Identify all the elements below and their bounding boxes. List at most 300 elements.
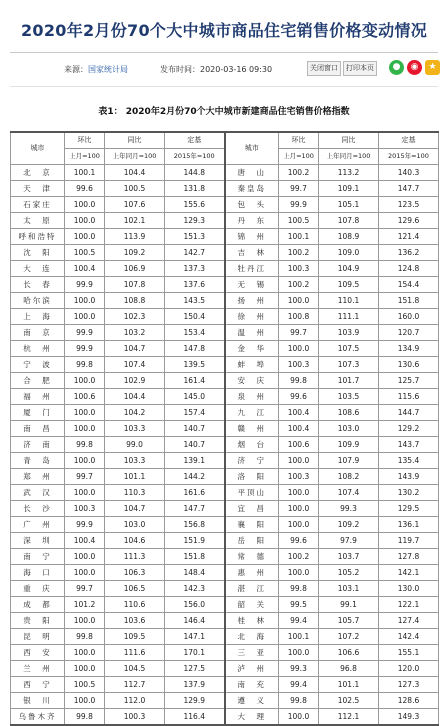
left-mom-cell: 100.5 [65,677,105,693]
source-label: 来源： [64,65,88,74]
right-yoy-cell: 105.7 [319,613,379,629]
right-yoy-cell: 103.9 [319,325,379,341]
right-yoy-cell: 107.4 [319,485,379,501]
right-base-cell: 160.0 [379,309,439,325]
left-base-cell: 157.4 [165,405,225,421]
right-mom-cell: 100.2 [279,165,319,181]
wechat-share-icon[interactable]: ● [389,60,404,75]
right-yoy-cell: 109.5 [319,277,379,293]
left-city-cell: 哈尔滨 [11,293,65,309]
right-mom-cell: 100.3 [279,357,319,373]
subheader-yoy: 上年同月=100 [105,149,165,165]
right-base-cell: 155.1 [379,645,439,661]
left-base-cell: 148.4 [165,565,225,581]
left-mom-cell: 100.0 [65,373,105,389]
right-yoy-cell: 108.9 [319,229,379,245]
left-yoy-cell: 113.9 [105,229,165,245]
favorite-star-icon[interactable]: ★ [425,60,440,75]
left-mom-cell: 100.0 [65,485,105,501]
title-divider [10,52,438,53]
right-base-cell: 121.4 [379,229,439,245]
right-yoy-cell: 101.1 [319,677,379,693]
right-mom-cell: 99.9 [279,197,319,213]
left-base-cell: 156.8 [165,517,225,533]
right-yoy-cell: 112.1 [319,709,379,726]
right-base-cell: 142.4 [379,629,439,645]
right-mom-cell: 100.1 [279,629,319,645]
right-base-cell: 130.2 [379,485,439,501]
table-row [11,437,439,453]
left-yoy-cell: 102.3 [105,309,165,325]
left-yoy-cell: 100.5 [105,181,165,197]
left-city-cell: 西 宁 [11,677,65,693]
left-base-cell: 143.5 [165,293,225,309]
left-yoy-cell: 104.4 [105,165,165,181]
right-base-cell: 142.1 [379,565,439,581]
header-city: 城市 [225,132,279,165]
table-row [11,293,439,309]
left-base-cell: 153.4 [165,325,225,341]
right-mom-cell: 100.4 [279,405,319,421]
left-city-cell: 乌鲁木齐 [11,709,65,726]
right-city-cell: 湛 江 [225,581,279,597]
left-base-cell: 116.4 [165,709,225,726]
right-city-cell: 无 锡 [225,277,279,293]
right-city-cell: 锦 州 [225,229,279,245]
table-row [11,213,439,229]
right-mom-cell: 100.0 [279,453,319,469]
right-base-cell: 129.5 [379,501,439,517]
publish-time-label: 发布时间： [160,65,200,74]
right-base-cell: 127.4 [379,613,439,629]
right-yoy-cell: 110.1 [319,293,379,309]
table-row [11,261,439,277]
table-title: 表1： 2020年2月份70个大中城市新建商品住宅销售价格指数 [98,107,350,117]
left-city-cell: 广 州 [11,517,65,533]
left-yoy-cell: 104.5 [105,661,165,677]
table-row [11,405,439,421]
right-yoy-cell: 102.5 [319,693,379,709]
left-base-cell: 145.0 [165,389,225,405]
subheader-mom: 上月=100 [279,149,319,165]
left-base-cell: 129.3 [165,213,225,229]
right-mom-cell: 99.8 [279,581,319,597]
right-mom-cell: 100.0 [279,485,319,501]
left-yoy-cell: 109.2 [105,245,165,261]
right-city-cell: 岳 阳 [225,533,279,549]
left-city-cell: 西 安 [11,645,65,661]
right-mom-cell: 100.2 [279,245,319,261]
left-base-cell: 142.7 [165,245,225,261]
left-city-cell: 宁 波 [11,357,65,373]
right-base-cell: 135.4 [379,453,439,469]
right-base-cell: 129.6 [379,213,439,229]
right-city-cell: 洛 阳 [225,469,279,485]
right-yoy-cell: 99.3 [319,501,379,517]
table-row [11,693,439,709]
right-city-cell: 大 理 [225,709,279,726]
header-mom: 环比 [65,132,105,149]
left-base-cell: 131.8 [165,181,225,197]
left-base-cell: 137.3 [165,261,225,277]
left-yoy-cell: 104.2 [105,405,165,421]
right-yoy-cell: 97.9 [319,533,379,549]
right-city-cell: 金 华 [225,341,279,357]
right-yoy-cell: 111.1 [319,309,379,325]
right-mom-cell: 100.5 [279,213,319,229]
left-base-cell: 139.1 [165,453,225,469]
right-city-cell: 襄 阳 [225,517,279,533]
left-mom-cell: 101.2 [65,597,105,613]
right-base-cell: 130.6 [379,357,439,373]
right-city-cell: 蚌 埠 [225,357,279,373]
right-mom-cell: 99.7 [279,181,319,197]
left-yoy-cell: 102.9 [105,373,165,389]
right-base-cell: 143.7 [379,437,439,453]
table-row [11,677,439,693]
left-base-cell: 129.9 [165,693,225,709]
right-city-cell: 惠 州 [225,565,279,581]
right-base-cell: 124.8 [379,261,439,277]
table-row [11,597,439,613]
left-city-cell: 深 圳 [11,533,65,549]
right-city-cell: 韶 关 [225,597,279,613]
right-mom-cell: 100.8 [279,309,319,325]
table-row [11,453,439,469]
price-index-table-wrap [10,131,438,726]
right-yoy-cell: 109.9 [319,437,379,453]
right-mom-cell: 100.0 [279,293,319,309]
close-window-button[interactable]: 关闭窗口 [307,61,341,76]
left-yoy-cell: 106.9 [105,261,165,277]
right-yoy-cell: 103.7 [319,549,379,565]
table-row [11,469,439,485]
table-row [11,197,439,213]
right-base-cell: 151.8 [379,293,439,309]
left-yoy-cell: 104.6 [105,533,165,549]
table-row [11,581,439,597]
left-mom-cell: 100.0 [65,229,105,245]
table-row [11,645,439,661]
left-city-cell: 合 肥 [11,373,65,389]
header-mom: 环比 [279,132,319,149]
left-base-cell: 170.1 [165,645,225,661]
table-row [11,661,439,677]
left-base-cell: 137.6 [165,277,225,293]
left-mom-cell: 100.0 [65,453,105,469]
right-city-cell: 赣 州 [225,421,279,437]
right-city-cell: 济 宁 [225,453,279,469]
table-row [11,549,439,565]
left-yoy-cell: 103.0 [105,517,165,533]
right-yoy-cell: 99.1 [319,597,379,613]
right-city-cell: 泉 州 [225,389,279,405]
right-city-cell: 包 头 [225,197,279,213]
left-yoy-cell: 104.4 [105,389,165,405]
left-city-cell: 成 都 [11,597,65,613]
header-yoy: 同比 [105,132,165,149]
left-yoy-cell: 102.1 [105,213,165,229]
subheader-yoy: 上年同月=100 [319,149,379,165]
right-mom-cell: 99.7 [279,325,319,341]
left-mom-cell: 99.7 [65,469,105,485]
right-mom-cell: 99.8 [279,693,319,709]
right-mom-cell: 100.0 [279,517,319,533]
right-mom-cell: 100.0 [279,709,319,726]
right-base-cell: 119.7 [379,533,439,549]
left-base-cell: 144.8 [165,165,225,181]
table-row [11,229,439,245]
table-row [11,517,439,533]
right-mom-cell: 100.3 [279,261,319,277]
left-mom-cell: 99.8 [65,629,105,645]
right-yoy-cell: 104.9 [319,261,379,277]
left-base-cell: 144.2 [165,469,225,485]
left-city-cell: 昆 明 [11,629,65,645]
right-city-cell: 秦皇岛 [225,181,279,197]
right-base-cell: 143.9 [379,469,439,485]
left-base-cell: 155.6 [165,197,225,213]
meta-bar [0,60,448,80]
left-base-cell: 140.7 [165,421,225,437]
left-city-cell: 长 沙 [11,501,65,517]
right-base-cell: 130.0 [379,581,439,597]
left-base-cell: 146.4 [165,613,225,629]
left-base-cell: 150.4 [165,309,225,325]
right-yoy-cell: 107.9 [319,453,379,469]
left-city-cell: 贵 阳 [11,613,65,629]
right-yoy-cell: 106.6 [319,645,379,661]
left-city-cell: 上 海 [11,309,65,325]
left-city-cell: 郑 州 [11,469,65,485]
table-row [11,277,439,293]
right-mom-cell: 99.6 [279,533,319,549]
right-mom-cell: 99.8 [279,373,319,389]
weibo-share-icon[interactable]: ◉ [407,60,422,75]
left-mom-cell: 100.0 [65,421,105,437]
right-mom-cell: 99.4 [279,613,319,629]
table-row [11,325,439,341]
right-yoy-cell: 109.0 [319,245,379,261]
left-mom-cell: 100.0 [65,309,105,325]
right-city-cell: 温 州 [225,325,279,341]
table-row [11,613,439,629]
right-yoy-cell: 108.2 [319,469,379,485]
right-base-cell: 127.8 [379,549,439,565]
right-base-cell: 129.2 [379,421,439,437]
right-city-cell: 桂 林 [225,613,279,629]
subheader-base: 2015年=100 [379,149,439,165]
left-mom-cell: 100.0 [65,213,105,229]
left-mom-cell: 99.6 [65,181,105,197]
right-city-cell: 牡丹江 [225,261,279,277]
left-city-cell: 银 川 [11,693,65,709]
right-mom-cell: 99.4 [279,677,319,693]
table-row [11,709,439,726]
left-mom-cell: 99.7 [65,581,105,597]
left-city-cell: 重 庆 [11,581,65,597]
left-yoy-cell: 103.3 [105,421,165,437]
left-city-cell: 长 春 [11,277,65,293]
left-yoy-cell: 111.6 [105,645,165,661]
left-mom-cell: 100.0 [65,645,105,661]
left-yoy-cell: 104.7 [105,341,165,357]
table-row [11,565,439,581]
right-city-cell: 常 德 [225,549,279,565]
right-city-cell: 宜 昌 [225,501,279,517]
right-city-cell: 三 亚 [225,645,279,661]
right-city-cell: 南 充 [225,677,279,693]
left-city-cell: 大 连 [11,261,65,277]
right-base-cell: 134.9 [379,341,439,357]
left-yoy-cell: 106.5 [105,581,165,597]
left-city-cell: 天 津 [11,181,65,197]
right-city-cell: 唐 山 [225,165,279,181]
subheader-base: 2015年=100 [165,149,225,165]
table-row [11,341,439,357]
left-base-cell: 151.8 [165,549,225,565]
left-mom-cell: 99.8 [65,357,105,373]
left-base-cell: 161.4 [165,373,225,389]
left-base-cell: 140.7 [165,437,225,453]
left-yoy-cell: 104.7 [105,501,165,517]
left-base-cell: 147.1 [165,629,225,645]
right-city-cell: 吉 林 [225,245,279,261]
left-yoy-cell: 100.3 [105,709,165,726]
right-base-cell: 125.7 [379,373,439,389]
right-yoy-cell: 107.8 [319,213,379,229]
left-mom-cell: 100.0 [65,197,105,213]
left-city-cell: 南 宁 [11,549,65,565]
right-base-cell: 136.1 [379,517,439,533]
left-city-cell: 青 岛 [11,453,65,469]
left-mom-cell: 99.8 [65,709,105,726]
right-base-cell: 115.6 [379,389,439,405]
left-yoy-cell: 108.8 [105,293,165,309]
table-row [11,165,439,181]
left-mom-cell: 99.9 [65,341,105,357]
left-yoy-cell: 103.2 [105,325,165,341]
right-mom-cell: 100.1 [279,229,319,245]
right-base-cell: 122.1 [379,597,439,613]
left-city-cell: 南 京 [11,325,65,341]
left-yoy-cell: 107.6 [105,197,165,213]
right-mom-cell: 100.2 [279,549,319,565]
right-city-cell: 北 海 [225,629,279,645]
left-city-cell: 北 京 [11,165,65,181]
left-mom-cell: 100.4 [65,533,105,549]
left-city-cell: 海 口 [11,565,65,581]
right-mom-cell: 99.3 [279,661,319,677]
left-base-cell: 147.7 [165,501,225,517]
right-yoy-cell: 113.2 [319,165,379,181]
right-base-cell: 127.3 [379,677,439,693]
left-mom-cell: 100.4 [65,261,105,277]
right-base-cell: 154.4 [379,277,439,293]
left-mom-cell: 100.0 [65,293,105,309]
left-base-cell: 142.3 [165,581,225,597]
table-row [11,357,439,373]
left-mom-cell: 100.3 [65,501,105,517]
right-yoy-cell: 108.6 [319,405,379,421]
left-mom-cell: 99.9 [65,325,105,341]
left-mom-cell: 99.8 [65,437,105,453]
left-base-cell: 137.9 [165,677,225,693]
left-city-cell: 沈 阳 [11,245,65,261]
left-base-cell: 156.0 [165,597,225,613]
header-yoy: 同比 [319,132,379,149]
left-mom-cell: 100.5 [65,245,105,261]
left-yoy-cell: 112.0 [105,693,165,709]
right-mom-cell: 100.0 [279,341,319,357]
right-city-cell: 丹 东 [225,213,279,229]
left-city-cell: 厦 门 [11,405,65,421]
left-yoy-cell: 110.6 [105,597,165,613]
print-page-button[interactable]: 打印本页 [343,61,377,76]
right-yoy-cell: 109.1 [319,181,379,197]
left-city-cell: 太 原 [11,213,65,229]
source-link[interactable]: 国家统计局 [88,65,128,74]
left-city-cell: 兰 州 [11,661,65,677]
right-base-cell: 147.7 [379,181,439,197]
publish-time-value: 2020-03-16 09:30 [200,65,273,74]
right-yoy-cell: 105.1 [319,197,379,213]
left-mom-cell: 100.0 [65,693,105,709]
table-row [11,245,439,261]
right-base-cell: 128.6 [379,693,439,709]
left-mom-cell: 100.0 [65,661,105,677]
left-yoy-cell: 111.3 [105,549,165,565]
right-city-cell: 扬 州 [225,293,279,309]
table-row [11,389,439,405]
left-base-cell: 151.3 [165,229,225,245]
table-row [11,533,439,549]
right-mom-cell: 100.0 [279,565,319,581]
table-row [11,501,439,517]
right-city-cell: 平顶山 [225,485,279,501]
right-city-cell: 遵 义 [225,693,279,709]
left-base-cell: 127.5 [165,661,225,677]
table-body [11,165,439,726]
header-base: 定基 [379,132,439,149]
left-mom-cell: 100.6 [65,389,105,405]
left-yoy-cell: 99.0 [105,437,165,453]
right-yoy-cell: 107.3 [319,357,379,373]
table-row [11,373,439,389]
right-base-cell: 149.3 [379,709,439,726]
right-mom-cell: 100.0 [279,501,319,517]
left-yoy-cell: 103.6 [105,613,165,629]
table-row [11,181,439,197]
left-mom-cell: 100.0 [65,549,105,565]
right-yoy-cell: 109.2 [319,517,379,533]
left-city-cell: 济 南 [11,437,65,453]
table-row [11,485,439,501]
right-mom-cell: 100.2 [279,277,319,293]
right-base-cell: 144.7 [379,405,439,421]
subheader-mom: 上月=100 [65,149,105,165]
left-mom-cell: 99.9 [65,517,105,533]
right-mom-cell: 100.4 [279,421,319,437]
left-base-cell: 161.6 [165,485,225,501]
right-yoy-cell: 107.5 [319,341,379,357]
right-yoy-cell: 101.7 [319,373,379,389]
left-city-cell: 杭 州 [11,341,65,357]
table-row [11,309,439,325]
right-base-cell: 120.0 [379,661,439,677]
left-base-cell: 139.5 [165,357,225,373]
right-base-cell: 123.5 [379,197,439,213]
